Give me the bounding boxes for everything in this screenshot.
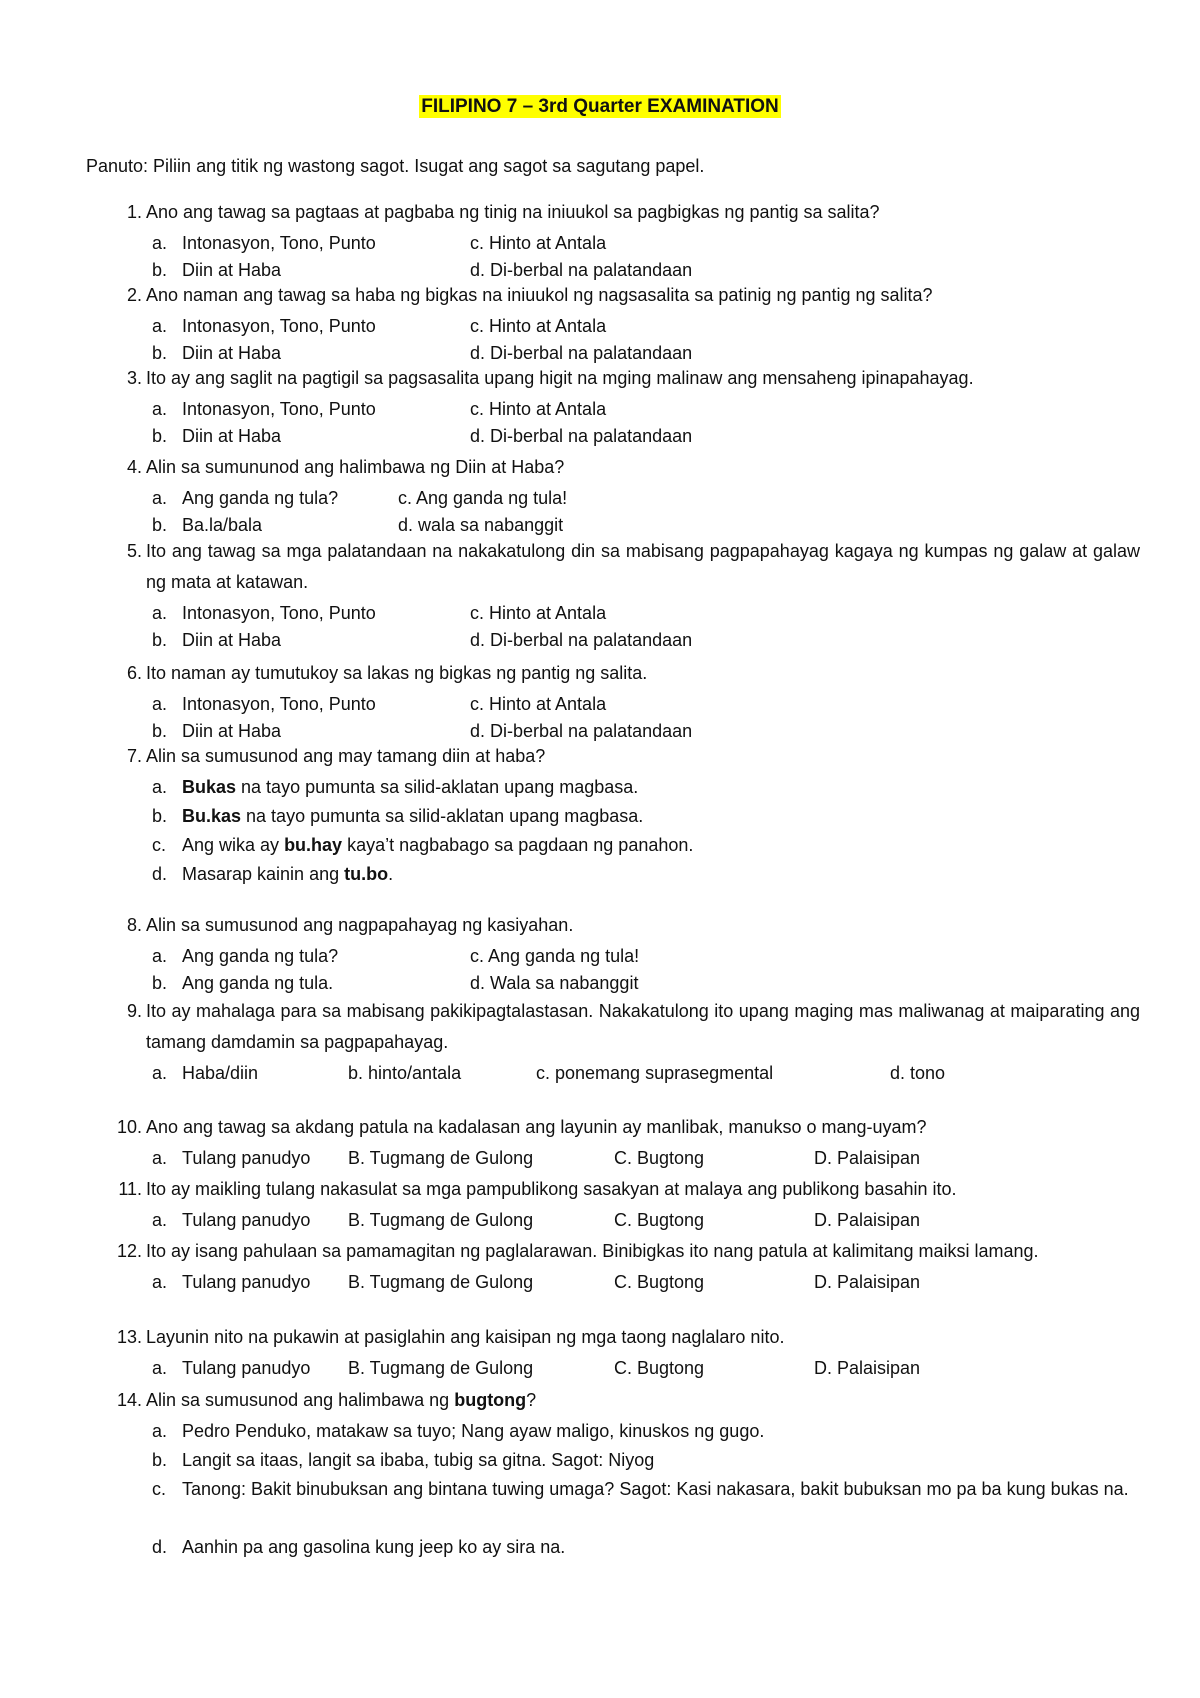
- instructions: Panuto: Piliin ang titik ng wastong sagot. Isugat ang sagot sa sagutang papel.: [86, 156, 705, 176]
- list-item: [104, 1474, 1140, 1532]
- option-letter: a.: [152, 946, 168, 966]
- question-text: Ito ang tawag sa mga palatandaan na nakakatulong din sa mabisang pagpapahayag kagaya ng kumpas ng galaw at galaw ng mata at katawan.: [146, 541, 1140, 592]
- question-10: [104, 1112, 1140, 1170]
- question-text-bold: bugtong: [454, 1390, 527, 1410]
- option-row: [104, 311, 1140, 338]
- question-11: [104, 1174, 1140, 1232]
- option-b: Ba.la/bala: [182, 515, 263, 535]
- option-post: .: [388, 864, 394, 884]
- option-d: D. Palaisipan: [814, 1272, 921, 1292]
- option-letter: b.: [152, 260, 168, 280]
- option-post: na tayo pumunta sa silid-aklatan upang magbasa.: [236, 777, 639, 797]
- option-d: d. Di-berbal na palatandaan: [470, 260, 693, 280]
- option-b: Diin at Haba: [182, 426, 282, 446]
- option-row: [104, 1205, 1140, 1232]
- option-b: B. Tugmang de Gulong: [348, 1210, 534, 1230]
- question-text: Layunin nito na pukawin at pasiglahin ang kaisipan ng mga taong naglalaro nito.: [146, 1327, 785, 1347]
- question-text: Ano ang tawag sa pagtaas at pagbaba ng tinig na iniuukol sa pagbigkas ng pantig sa salita?: [146, 202, 880, 222]
- question-5: [104, 536, 1140, 652]
- option-c: c. Hinto at Antala: [470, 233, 607, 253]
- option-d: d. wala sa nabanggit: [398, 515, 564, 535]
- option-letter: a.: [152, 233, 168, 253]
- option-letter: d.: [152, 864, 168, 884]
- option-c: c. ponemang suprasegmental: [536, 1063, 774, 1083]
- question-text: Alin sa sumununod ang halimbawa ng Diin at Haba?: [146, 457, 565, 477]
- option-letter: a.: [152, 694, 168, 714]
- option-a: Tulang panudyo: [182, 1272, 311, 1292]
- option-a: Intonasyon, Tono, Punto: [182, 399, 376, 419]
- question-number: 6.: [126, 663, 142, 683]
- option-d: d. Di-berbal na palatandaan: [470, 630, 693, 650]
- option-bold: tu.bo: [344, 864, 389, 884]
- question-text: Alin sa sumusunod ang nagpapahayag ng kasiyahan.: [146, 915, 574, 935]
- title-wrap: [0, 96, 1200, 118]
- question-text: Ito naman ay tumutukoy sa lakas ng bigkas ng pantig ng salita.: [146, 663, 648, 683]
- option-bold: Bukas: [182, 777, 237, 797]
- option-c: c. Ang ganda ng tula!: [470, 946, 640, 966]
- option-letter: a.: [152, 1063, 168, 1083]
- option-row: [104, 394, 1140, 421]
- option-d: d. Di-berbal na palatandaan: [470, 426, 693, 446]
- list-item: [104, 1532, 1140, 1561]
- option-row: [104, 689, 1140, 716]
- list-item: [104, 1445, 1140, 1474]
- question-7: [104, 741, 1140, 888]
- question-4: [104, 452, 1140, 537]
- question-12: [104, 1236, 1140, 1294]
- option-text: [182, 801, 643, 832]
- question-text: Ito ay isang pahulaan sa pamamagitan ng paglalarawan. Binibigkas ito nang patula at kalimitang maiksi lamang.: [146, 1241, 1039, 1261]
- question-number: 8.: [126, 915, 142, 935]
- question-text: Ito ay mahalaga para sa mabisang pakikipagtalastasan. Nakakatulong ito upang maging mas maliwanag at maiparating ang tamang damdamin sa pagpapahayag.: [146, 1001, 1140, 1052]
- option-d: d. Wala sa nabanggit: [470, 973, 639, 993]
- option-row: [104, 421, 1140, 448]
- option-text: [182, 1445, 654, 1476]
- option-c: c. Hinto at Antala: [470, 316, 607, 336]
- option-c: c. Hinto at Antala: [470, 399, 607, 419]
- option-a: Intonasyon, Tono, Punto: [182, 603, 376, 623]
- option-pre: Ang wika ay: [182, 835, 285, 855]
- list-item: [104, 830, 1140, 859]
- option-letter: a.: [152, 1272, 168, 1292]
- option-row: [104, 598, 1140, 625]
- option-a: Ang ganda ng tula?: [182, 946, 339, 966]
- question-number: 11.: [118, 1179, 142, 1199]
- option-b: B. Tugmang de Gulong: [348, 1148, 534, 1168]
- question-number: 2.: [126, 285, 142, 305]
- option-letter: b.: [152, 343, 168, 363]
- question-text-post: ?: [526, 1390, 537, 1410]
- option-d: D. Palaisipan: [814, 1358, 921, 1378]
- question-8: [104, 910, 1140, 995]
- option-c: C. Bugtong: [614, 1148, 705, 1168]
- option-b: B. Tugmang de Gulong: [348, 1358, 534, 1378]
- option-bold: Bu.kas: [182, 806, 242, 826]
- option-pre: Masarap kainin ang: [182, 864, 345, 884]
- option-a: Tulang panudyo: [182, 1210, 311, 1230]
- option-text: [182, 859, 393, 890]
- question-2: [104, 280, 1140, 365]
- question-number: 14.: [116, 1390, 142, 1410]
- option-letter: b.: [152, 806, 168, 826]
- option-row: [104, 338, 1140, 365]
- question-3: [104, 363, 1140, 448]
- option-c: C. Bugtong: [614, 1210, 705, 1230]
- page-title: FILIPINO 7 – 3rd Quarter EXAMINATION: [421, 96, 779, 117]
- option-a: Intonasyon, Tono, Punto: [182, 316, 376, 336]
- option-a: Intonasyon, Tono, Punto: [182, 694, 376, 714]
- option-letter: d.: [152, 1537, 168, 1557]
- option-text: [182, 1474, 1140, 1505]
- option-row: [104, 483, 1140, 510]
- option-letter: c.: [152, 1479, 167, 1499]
- option-post: Tanong: Bakit binubuksan ang bintana tuwing umaga? Sagot: Kasi nakasara, bakit bubuksan mo pa ba kung bukas na.: [182, 1479, 1129, 1499]
- question-number: 9.: [126, 1001, 142, 1021]
- option-d: d. Di-berbal na palatandaan: [470, 721, 693, 741]
- question-number: 1.: [126, 202, 142, 222]
- question-text-pre: Alin sa sumusunod ang halimbawa ng: [146, 1390, 455, 1410]
- question-number: 5.: [126, 541, 142, 561]
- option-b: Ang ganda ng tula.: [182, 973, 334, 993]
- option-letter: b.: [152, 630, 168, 650]
- question-text: Ano ang tawag sa akdang patula na kadalasan ang layunin ay manlibak, manukso o mang-uyam?: [146, 1117, 927, 1137]
- option-row: [104, 716, 1140, 743]
- option-post: kaya’t nagbabago sa pagdaan ng panahon.: [342, 835, 694, 855]
- option-d: D. Palaisipan: [814, 1210, 921, 1230]
- option-b: B. Tugmang de Gulong: [348, 1272, 534, 1292]
- option-text: [182, 1532, 565, 1563]
- question-number: 12.: [116, 1241, 142, 1261]
- question-1: [104, 197, 1140, 282]
- option-c: c. Ang ganda ng tula!: [398, 488, 568, 508]
- question-number: 4.: [126, 457, 142, 477]
- option-letter: a.: [152, 777, 168, 797]
- option-text: [182, 772, 638, 803]
- option-text: [182, 830, 693, 861]
- option-d: d. Di-berbal na palatandaan: [470, 343, 693, 363]
- option-post: Pedro Penduko, matakaw sa tuyo; Nang ayaw maligo, kinuskos ng gugo.: [182, 1421, 765, 1441]
- option-row: [104, 1353, 1140, 1380]
- question-6: [104, 658, 1140, 743]
- option-text: [182, 1416, 764, 1447]
- option-row: [104, 1143, 1140, 1170]
- option-b: b. hinto/antala: [348, 1063, 462, 1083]
- option-c: C. Bugtong: [614, 1358, 705, 1378]
- question-number: 3.: [126, 368, 142, 388]
- option-a: Tulang panudyo: [182, 1358, 311, 1378]
- question-text: [146, 1385, 1140, 1416]
- question-13: [104, 1322, 1140, 1380]
- option-a: Haba/diin: [182, 1063, 259, 1083]
- option-b: Diin at Haba: [182, 630, 282, 650]
- option-a: Intonasyon, Tono, Punto: [182, 233, 376, 253]
- list-item: [104, 1416, 1140, 1445]
- option-a: Ang ganda ng tula?: [182, 488, 339, 508]
- option-c: c. Hinto at Antala: [470, 694, 607, 714]
- option-row: [104, 510, 1140, 537]
- option-letter: b.: [152, 426, 168, 446]
- option-post: na tayo pumunta sa silid-aklatan upang magbasa.: [241, 806, 644, 826]
- option-a: Tulang panudyo: [182, 1148, 311, 1168]
- question-number: 7.: [126, 746, 142, 766]
- option-row: [104, 255, 1140, 282]
- option-letter: b.: [152, 515, 168, 535]
- option-letter: b.: [152, 721, 168, 741]
- question-text: Alin sa sumusunod ang may tamang diin at haba?: [146, 746, 546, 766]
- option-b: Diin at Haba: [182, 260, 282, 280]
- option-row: [104, 228, 1140, 255]
- option-row: [104, 1058, 1140, 1085]
- list-item: [104, 801, 1140, 830]
- question-text: Ito ay ang saglit na pagtigil sa pagsasalita upang higit na mging malinaw ang mensaheng ipinapahayag.: [146, 368, 974, 388]
- option-post: Aanhin pa ang gasolina kung jeep ko ay sira na.: [182, 1537, 566, 1557]
- option-letter: a.: [152, 603, 168, 623]
- question-number: 13.: [116, 1327, 142, 1347]
- option-row: [104, 625, 1140, 652]
- option-b: Diin at Haba: [182, 721, 282, 741]
- option-b: Diin at Haba: [182, 343, 282, 363]
- option-letter: a.: [152, 316, 168, 336]
- list-item: [104, 772, 1140, 801]
- option-letter: a.: [152, 399, 168, 419]
- option-letter: b.: [152, 973, 168, 993]
- option-letter: a.: [152, 1421, 168, 1441]
- option-c: C. Bugtong: [614, 1272, 705, 1292]
- list-item: [104, 859, 1140, 888]
- question-number: 10.: [116, 1117, 142, 1137]
- option-letter: c.: [152, 835, 167, 855]
- option-letter: a.: [152, 488, 168, 508]
- option-post: Langit sa itaas, langit sa ibaba, tubig sa gitna. Sagot: Niyog: [182, 1450, 655, 1470]
- option-letter: a.: [152, 1148, 168, 1168]
- question-14: [104, 1385, 1140, 1561]
- question-9: [104, 996, 1140, 1085]
- option-letter: a.: [152, 1358, 168, 1378]
- option-bold: bu.hay: [284, 835, 343, 855]
- option-row: [104, 1267, 1140, 1294]
- option-d: d. tono: [890, 1063, 946, 1083]
- question-text: Ito ay maikling tulang nakasulat sa mga pampublikong sasakyan at malaya ang publikong basahin ito.: [146, 1179, 957, 1199]
- option-row: [104, 941, 1140, 968]
- option-c: c. Hinto at Antala: [470, 603, 607, 623]
- option-row: [104, 968, 1140, 995]
- question-text: Ano naman ang tawag sa haba ng bigkas na iniuukol ng nagsasalita sa patinig ng pantig ng salita?: [146, 285, 933, 305]
- option-letter: a.: [152, 1210, 168, 1230]
- option-d: D. Palaisipan: [814, 1148, 921, 1168]
- option-letter: b.: [152, 1450, 168, 1470]
